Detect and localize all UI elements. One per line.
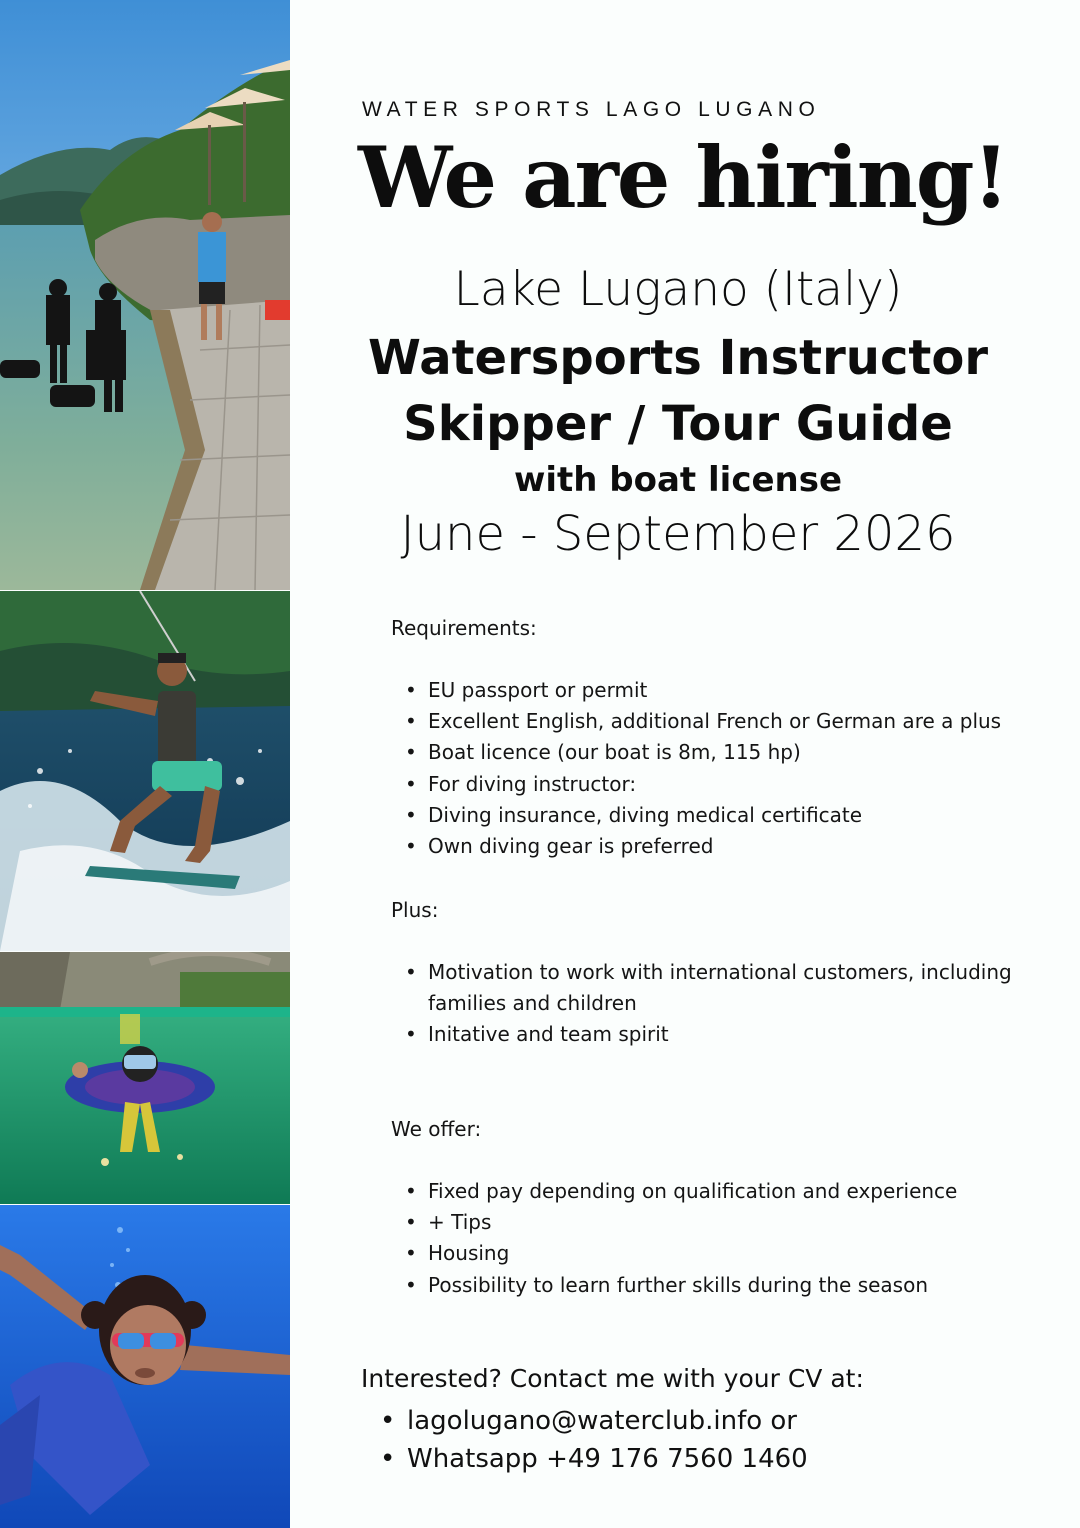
job-title-license: with boat license bbox=[513, 460, 843, 500]
contact-whatsapp[interactable]: • Whatsapp +49 176 7560 1460 bbox=[380, 1440, 808, 1478]
wakeboarder-photo bbox=[0, 591, 290, 951]
child-swimming-photo bbox=[0, 1205, 290, 1528]
contact-title: Interested? Contact me with your CV at: bbox=[361, 1364, 864, 1393]
list-item: • Fixed pay depending on qualification and experience bbox=[405, 1176, 1025, 1207]
job-title-skipper: Skipper / Tour Guide bbox=[403, 396, 953, 452]
poster-content bbox=[290, 0, 1080, 1528]
job-title-instructor: Watersports Instructor bbox=[367, 330, 989, 386]
requirements-label: Requirements: bbox=[391, 616, 537, 640]
contact-list bbox=[380, 1402, 808, 1478]
list-item: • For diving instructor: bbox=[405, 769, 1025, 800]
plus-label: Plus: bbox=[391, 898, 439, 922]
list-item: • Own diving gear is preferred bbox=[405, 831, 1025, 862]
plus-list bbox=[405, 957, 1025, 1051]
list-item: • EU passport or permit bbox=[405, 675, 1025, 706]
headline: We are hiring! bbox=[358, 128, 1008, 227]
underwater-diver-photo bbox=[0, 952, 290, 1204]
company-name: WATER SPORTS LAGO LUGANO bbox=[362, 98, 821, 121]
job-dates: June - September 2026 bbox=[400, 506, 956, 562]
lakeside-divers-photo bbox=[0, 0, 290, 590]
contact-email[interactable]: • lagolugano@waterclub.info or bbox=[380, 1402, 808, 1440]
requirements-list bbox=[405, 675, 1025, 862]
offer-label: We offer: bbox=[391, 1117, 482, 1141]
list-item: • Possibility to learn further skills during the season bbox=[405, 1270, 1025, 1301]
job-location: Lake Lugano (Italy) bbox=[453, 262, 903, 317]
list-item: • Boat licence (our boat is 8m, 115 hp) bbox=[405, 737, 1025, 768]
list-item: • Motivation to work with international customers, including families and children bbox=[405, 957, 1025, 1019]
list-item: • + Tips bbox=[405, 1207, 1025, 1238]
photo-strip bbox=[0, 0, 290, 1528]
offer-list bbox=[405, 1176, 1025, 1301]
list-item: • Diving insurance, diving medical certificate bbox=[405, 800, 1025, 831]
list-item: • Excellent English, additional French or German are a plus bbox=[405, 706, 1025, 737]
list-item: • Initative and team spirit bbox=[405, 1019, 1025, 1050]
list-item: • Housing bbox=[405, 1238, 1025, 1269]
